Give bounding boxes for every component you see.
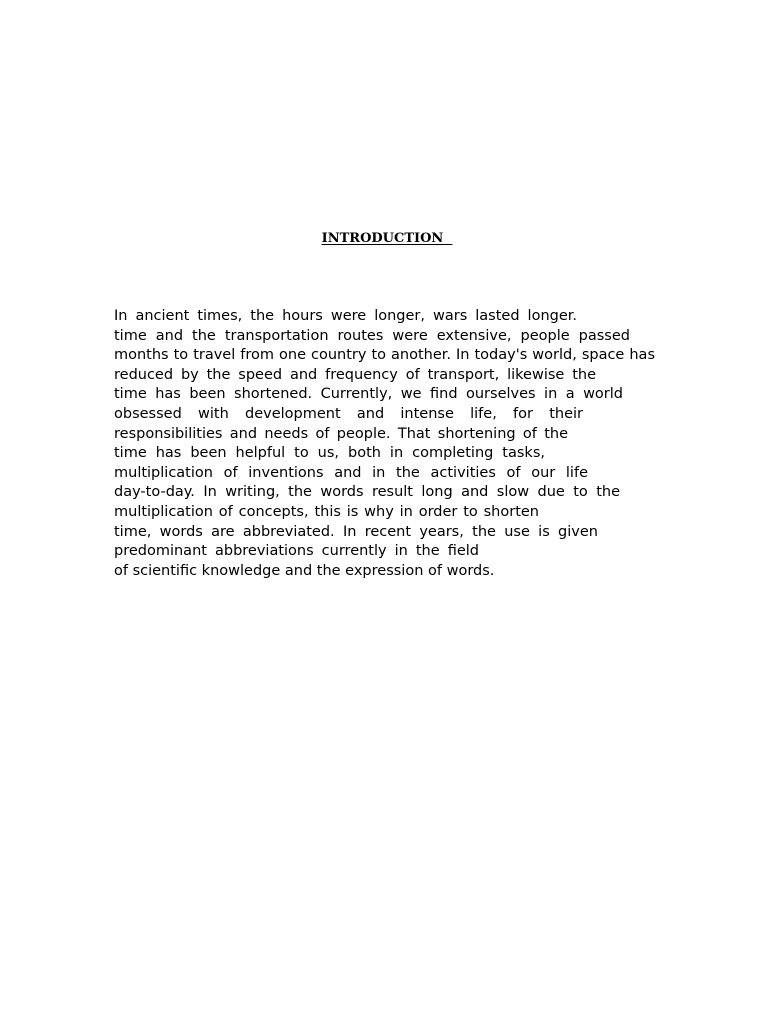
paragraph-line: time, words are abbreviated. In recent years, the use is given bbox=[114, 523, 598, 540]
paragraph-line: multiplication of concepts, this is why in order to shorten bbox=[114, 503, 539, 520]
paragraph-line: obsessed with development and intense life, for their bbox=[114, 405, 583, 422]
paragraph-line: time has been shortened. Currently, we find ourselves in a world bbox=[114, 386, 623, 403]
paragraph-line: reduced by the speed and frequency of transport, likewise the bbox=[114, 366, 596, 383]
paragraph-line: multiplication of inventions and in the activities of our life bbox=[114, 464, 588, 481]
paragraph-line: time has been helpful to us, both in completing tasks, bbox=[114, 445, 545, 462]
paragraph-line: of scientific knowledge and the expression of words. bbox=[114, 562, 495, 579]
paragraph-line: months to travel from one country to another. In today's world, space has bbox=[114, 347, 655, 364]
body-paragraph bbox=[114, 307, 659, 581]
paragraph-line: day-to-day. In writing, the words result long and slow due to the bbox=[114, 484, 620, 501]
paragraph-line: predominant abbreviations currently in the field bbox=[114, 543, 479, 560]
paragraph-line: responsibilities and needs of people. That shortening of the bbox=[114, 425, 568, 442]
paragraph-line: time and the transportation routes were extensive, people passed bbox=[114, 327, 630, 344]
paragraph-line: In ancient times, the hours were longer, wars lasted longer. bbox=[114, 308, 577, 324]
page-title: INTRODUCTION bbox=[321, 231, 453, 246]
